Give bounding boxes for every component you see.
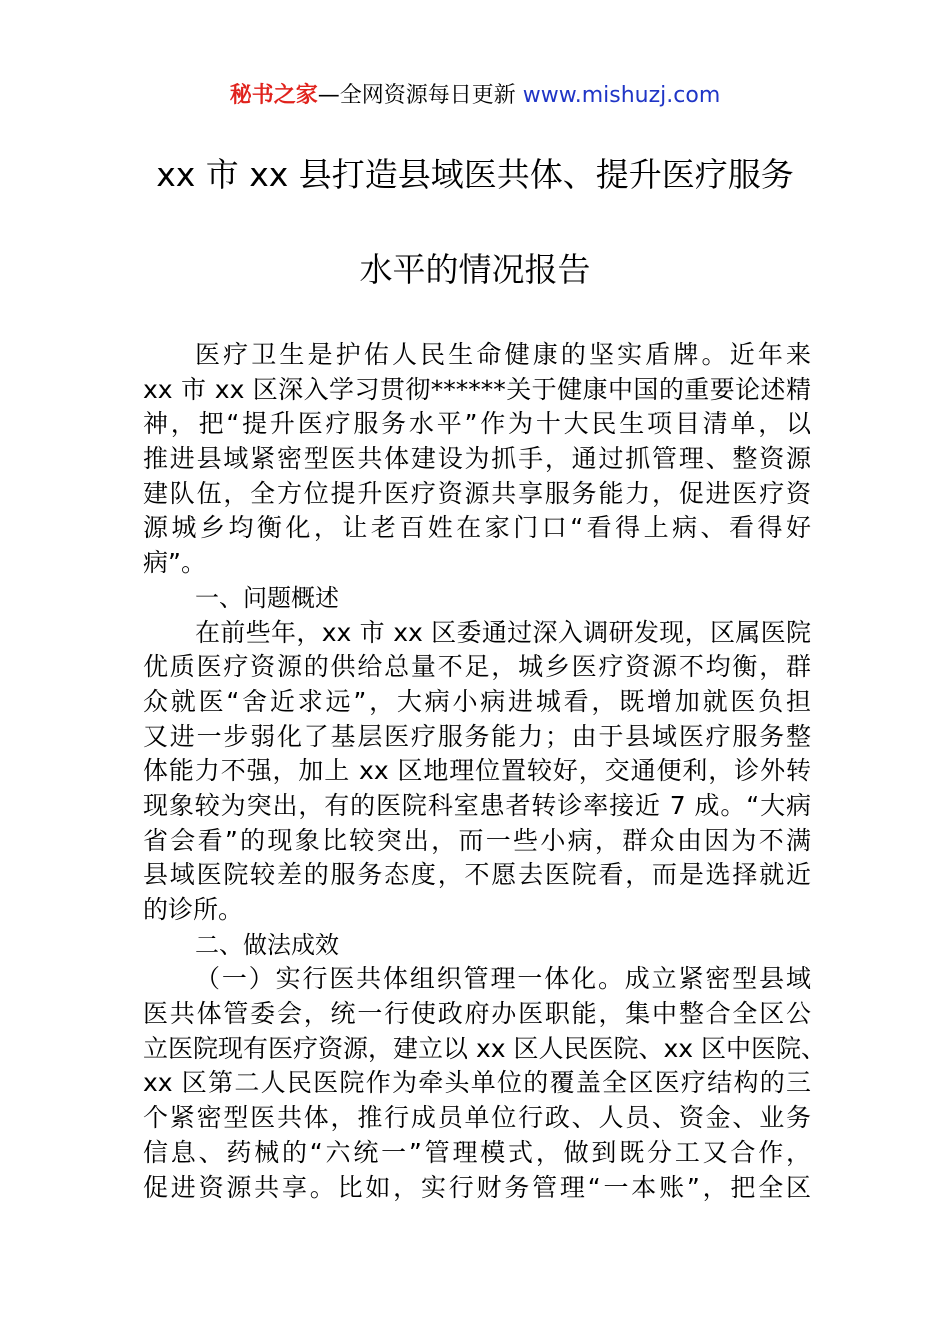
body-text-line: 又进一步弱化了基层医疗服务能力；由于县域医疗服务整: [143, 721, 811, 751]
body-text-line: 众就医“舍近求远”，大病小病进城看，既增加就医负担: [143, 686, 811, 716]
header-tagline: —全网资源每日更新: [317, 83, 523, 108]
body-text-line: 优质医疗资源的供给总量不足，城乡医疗资源不均衡，群: [143, 652, 811, 682]
body-text-line: 病”。: [143, 548, 206, 578]
body-text-line: 促进资源共享。比如，实行财务管理“一本账”，把全区: [143, 1172, 811, 1202]
body-text-line: 神，把“提升医疗服务水平”作为十大民生项目清单，以: [143, 409, 811, 439]
section-heading: 一、问题概述: [195, 583, 339, 612]
document-title-line-1: xx 市 xx 县打造县域医共体、提升医疗服务: [156, 155, 794, 194]
body-text-line: 医疗卫生是护佑人民生命健康的坚实盾牌。近年来: [195, 340, 811, 369]
body-text-line: 医共体管委会，统一行使政府办医职能，集中整合全区公: [143, 999, 811, 1029]
body-text-line: 个紧密型医共体，推行成员单位行政、人员、资金、业务: [143, 1103, 811, 1133]
section-heading: 二、做法成效: [195, 930, 339, 959]
body-text-line: 县域医院较差的服务态度，不愿去医院看，而是选择就近: [143, 860, 811, 890]
brand-name: 秘书之家: [229, 83, 318, 108]
site-url-link[interactable]: www.mishuzj.com: [522, 83, 721, 108]
body-text-line: （一）实行医共体组织管理一体化。成立紧密型县域: [195, 964, 811, 994]
body-text-line: 在前些年，xx 市 xx 区委通过深入调研发现，区属医院: [195, 617, 811, 647]
body-text-line: 现象较为突出，有的医院科室患者转诊率接近 7 成。“大病: [143, 790, 811, 820]
body-text-line: 体能力不强，加上 xx 区地理位置较好，交通便利，诊外转: [143, 756, 811, 786]
body-text-line: 推进县域紧密型医共体建设为抓手，通过抓管理、整资源: [143, 444, 811, 474]
body-text-line: 省会看”的现象比较突出，而一些小病，群众由因为不满: [143, 825, 811, 855]
body-text-line: 的诊所。: [143, 895, 244, 924]
body-text-line: 源城乡均衡化，让老百姓在家门口“看得上病、看得好: [143, 513, 811, 543]
body-text-line: 建队伍，全方位提升医疗资源共享服务能力，促进医疗资: [143, 478, 811, 508]
document-body: [143, 338, 827, 1205]
body-text-line: 立医院现有医疗资源，建立以 xx 区人民医院、xx 区中医院、: [143, 1033, 827, 1063]
document-title-line-2: 水平的情况报告: [359, 250, 591, 289]
body-text-line: xx 区第二人民医院作为牵头单位的覆盖全区医疗结构的三: [143, 1068, 811, 1098]
page-header: [0, 80, 950, 112]
body-text-line: xx 市 xx 区深入学习贯彻******关于健康中国的重要论述精: [143, 374, 811, 404]
body-text-line: 信息、药械的“六统一”管理模式，做到既分工又合作，: [143, 1137, 811, 1167]
